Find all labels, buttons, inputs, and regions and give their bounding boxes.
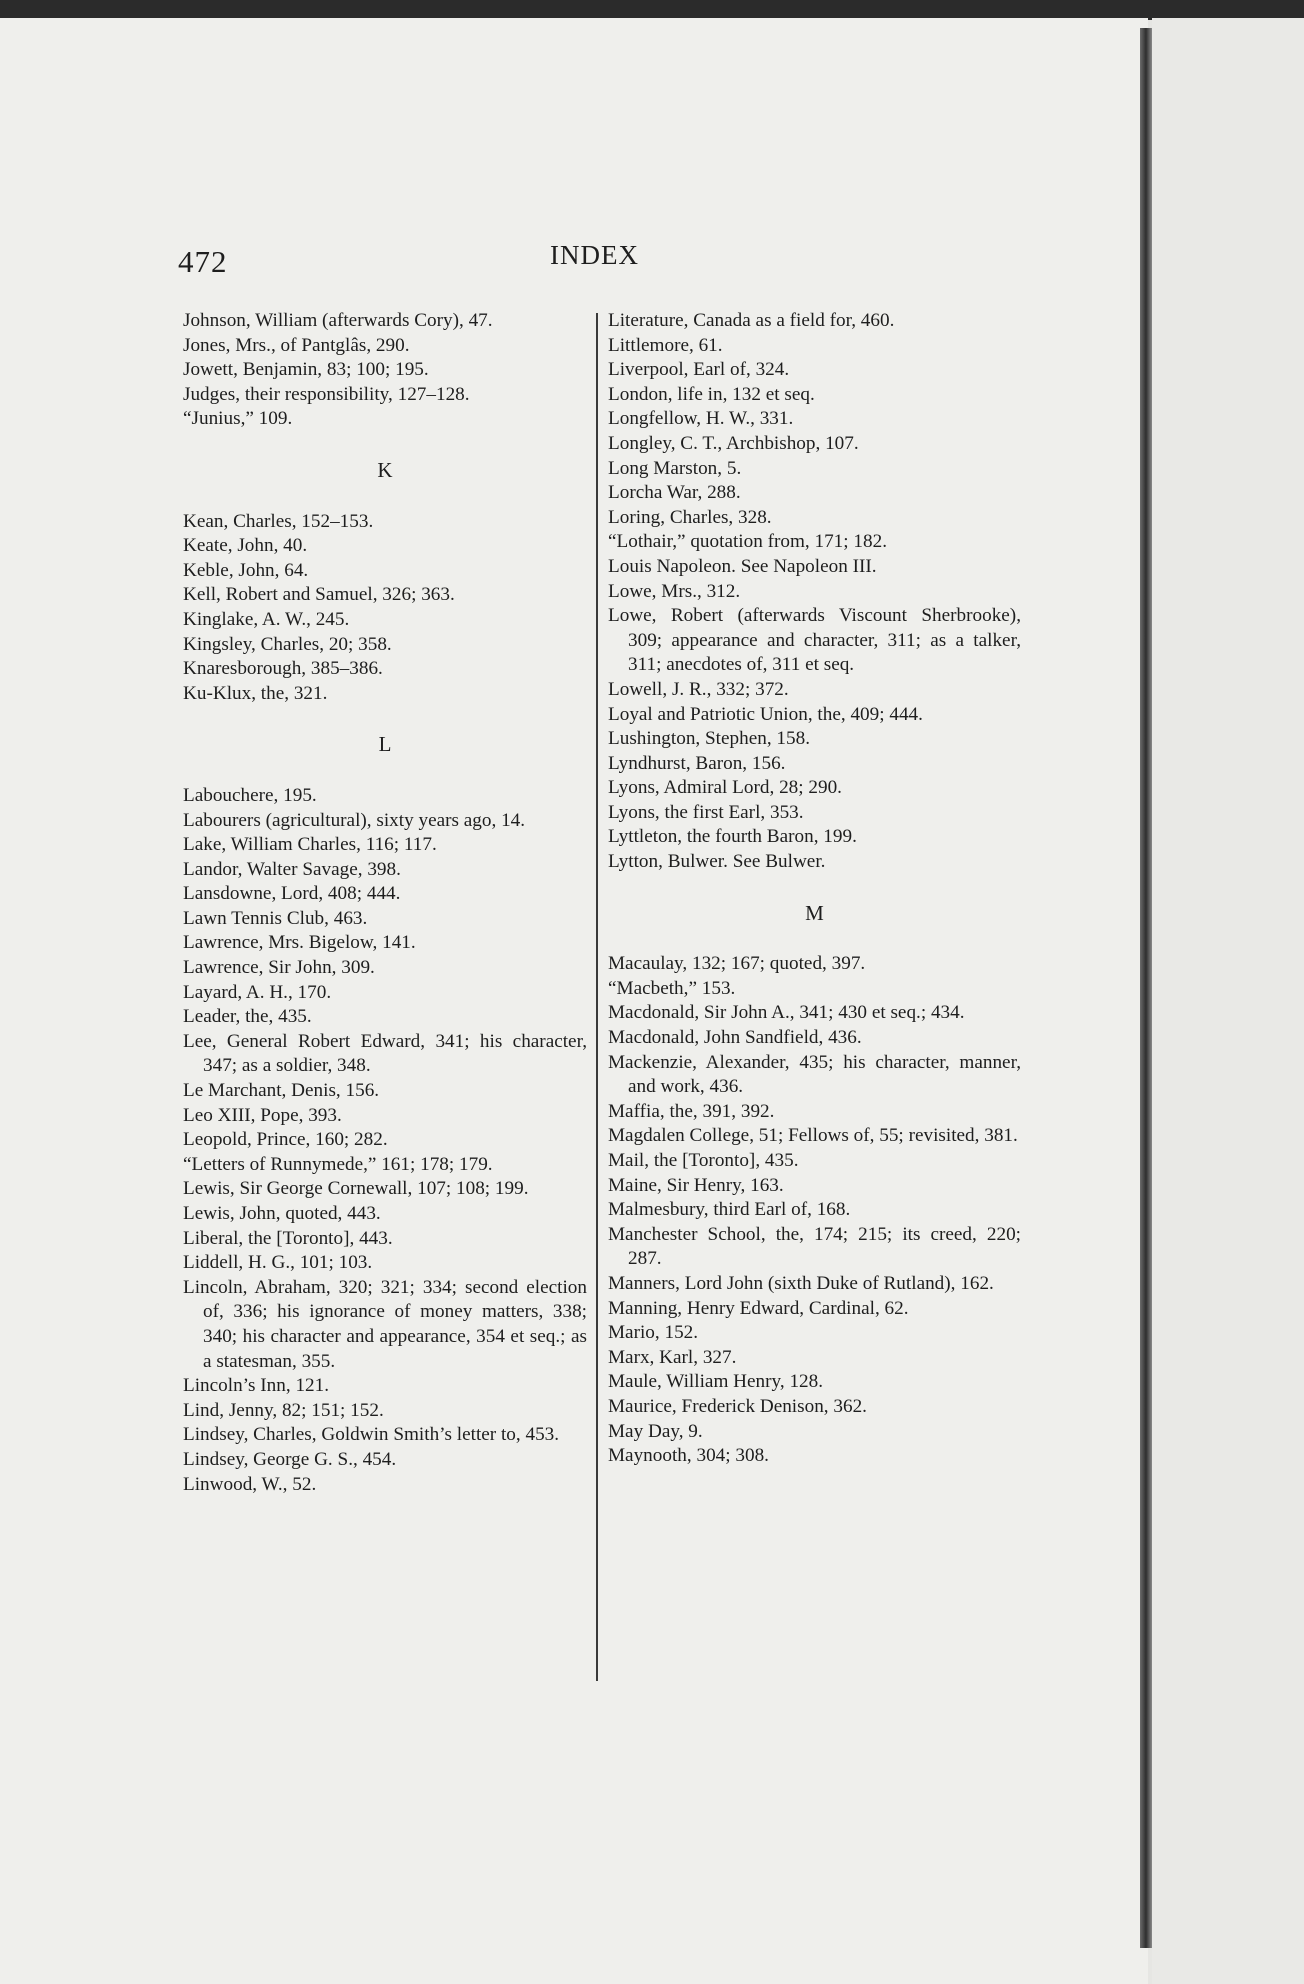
- index-entry: London, life in, 132 et seq.: [608, 383, 815, 405]
- index-entry: Lyndhurst, Baron, 156.: [608, 752, 786, 774]
- index-entry: Kingsley, Charles, 20; 358.: [183, 633, 392, 655]
- index-entry: Lincoln’s Inn, 121.: [183, 1375, 330, 1397]
- index-column-left: [183, 309, 587, 1497]
- index-entry: Leo XIII, Pope, 393.: [183, 1104, 342, 1126]
- index-entry: Leopold, Prince, 160; 282.: [183, 1129, 388, 1151]
- index-entry: Lincoln, Abraham, 320; 321; 334; second election of, 336; his ignorance of money matters, 338; 340; his character and appearance, 354 et seq.; as a statesman, 355.: [183, 1276, 587, 1372]
- index-entry: Lee, General Robert Edward, 341; his character, 347; as a soldier, 348.: [183, 1030, 587, 1077]
- scan-margin: [1152, 18, 1304, 1984]
- index-entry: Kean, Charles, 152–153.: [183, 510, 374, 532]
- index-entry: Maynooth, 304; 308.: [608, 1445, 769, 1467]
- index-section-letter: K: [377, 457, 393, 482]
- index-entry: Lind, Jenny, 82; 151; 152.: [183, 1399, 384, 1421]
- running-head: INDEX: [550, 240, 639, 270]
- index-entry: Lowe, Robert (afterwards Viscount Sherbrooke), 309; appearance and character, 311; as a talker, 311; anecdotes of, 311 et seq.: [608, 605, 1021, 676]
- index-entry: Lorcha War, 288.: [608, 482, 741, 504]
- index-entry: Lawrence, Mrs. Bigelow, 141.: [183, 932, 416, 954]
- index-entry: Manners, Lord John (sixth Duke of Rutland), 162.: [608, 1272, 994, 1294]
- index-entry: Lyttleton, the fourth Baron, 199.: [608, 826, 857, 848]
- index-entry: Lindsey, Charles, Goldwin Smith’s letter to, 453.: [183, 1424, 560, 1446]
- index-entry: Lowell, J. R., 332; 372.: [608, 678, 789, 700]
- index-entry: Landor, Walter Savage, 398.: [183, 858, 401, 880]
- index-entry: Maine, Sir Henry, 163.: [608, 1174, 784, 1196]
- index-entry: Louis Napoleon. See Napoleon III.: [608, 555, 877, 577]
- index-entry: Lewis, John, quoted, 443.: [183, 1203, 381, 1224]
- index-entry: Ku-Klux, the, 321.: [183, 682, 328, 704]
- index-entry: Keate, John, 40.: [183, 535, 308, 557]
- index-entry: Manchester School, the, 174; 215; its creed, 220; 287.: [608, 1223, 1021, 1270]
- index-entry: Lewis, Sir George Cornewall, 107; 108; 199.: [183, 1178, 529, 1200]
- index-entry: Loring, Charles, 328.: [608, 506, 772, 528]
- index-column-right: [608, 309, 1021, 1469]
- index-entry: Labourers (agricultural), sixty years ago, 14.: [183, 809, 526, 831]
- index-entry: Lowe, Mrs., 312.: [608, 580, 741, 602]
- index-entry: Macaulay, 132; 167; quoted, 397.: [608, 953, 866, 975]
- index-entry: Longfellow, H. W., 331.: [608, 408, 794, 430]
- index-entry: Jowett, Benjamin, 83; 100; 195.: [183, 359, 429, 381]
- index-entry: Maule, William Henry, 128.: [608, 1371, 824, 1393]
- index-entry: Magdalen College, 51; Fellows of, 55; revisited, 381.: [608, 1125, 1018, 1147]
- index-entry: Marx, Karl, 327.: [608, 1346, 737, 1368]
- index-entry: Linwood, W., 52.: [183, 1473, 317, 1495]
- index-section-letter: L: [378, 732, 392, 757]
- index-entry: Layard, A. H., 170.: [183, 981, 332, 1003]
- index-entry: Keble, John, 64.: [183, 559, 309, 581]
- index-entry: Mackenzie, Alexander, 435; his character, manner, and work, 436.: [608, 1051, 1021, 1098]
- index-entry: Kinglake, A. W., 245.: [183, 608, 350, 630]
- index-entry: Mario, 152.: [608, 1322, 699, 1344]
- column-divider: [596, 313, 598, 1681]
- index-section-letter: M: [805, 900, 824, 925]
- index-entry: Maurice, Frederick Denison, 362.: [608, 1395, 867, 1417]
- index-entry: Maffia, the, 391, 392.: [608, 1100, 775, 1122]
- page-number: 472: [178, 244, 228, 279]
- index-entry: Longley, C. T., Archbishop, 107.: [608, 432, 859, 454]
- index-entry: Labouchere, 195.: [183, 784, 317, 806]
- index-entry: Kell, Robert and Samuel, 326; 363.: [183, 584, 455, 606]
- index-entry: Johnson, William (afterwards Cory), 47.: [183, 310, 493, 331]
- index-entry: Mail, the [Toronto], 435.: [608, 1150, 799, 1171]
- index-entry: Macdonald, John Sandfield, 436.: [608, 1027, 862, 1049]
- index-entry: Literature, Canada as a field for, 460.: [608, 310, 895, 331]
- index-entry: Jones, Mrs., of Pantglâs, 290.: [183, 334, 410, 356]
- index-entry: Le Marchant, Denis, 156.: [183, 1080, 380, 1102]
- index-entry: Liverpool, Earl of, 324.: [608, 359, 790, 381]
- index-entry: Lytton, Bulwer. See Bulwer.: [608, 851, 826, 873]
- index-entry: Littlemore, 61.: [608, 334, 723, 356]
- index-entry: Liberal, the [Toronto], 443.: [183, 1227, 393, 1249]
- index-entry: Macdonald, Sir John A., 341; 430 et seq.; 434.: [608, 1002, 965, 1024]
- index-entry: Manning, Henry Edward, Cardinal, 62.: [608, 1297, 909, 1319]
- index-entry: Malmesbury, third Earl of, 168.: [608, 1199, 851, 1221]
- index-entry: Liddell, H. G., 101; 103.: [183, 1252, 373, 1274]
- index-entry: Lyons, the first Earl, 353.: [608, 801, 804, 823]
- page-edge-shadow: [1140, 28, 1152, 1948]
- index-entry: Lindsey, George G. S., 454.: [183, 1448, 397, 1470]
- index-entry: Judges, their responsibility, 127–128.: [183, 383, 470, 405]
- index-entry: “Junius,” 109.: [183, 408, 293, 430]
- index-entry: Lake, William Charles, 116; 117.: [183, 834, 437, 856]
- index-entry: “Lothair,” quotation from, 171; 182.: [608, 531, 887, 553]
- index-entry: May Day, 9.: [608, 1420, 703, 1442]
- index-entry: Knaresborough, 385–386.: [183, 658, 383, 680]
- index-entry: Loyal and Patriotic Union, the, 409; 444.: [608, 703, 923, 725]
- index-entry: Long Marston, 5.: [608, 457, 742, 479]
- index-entry: “Macbeth,” 153.: [608, 977, 736, 999]
- index-entry: Lawrence, Sir John, 309.: [183, 957, 375, 979]
- index-entry: Lushington, Stephen, 158.: [608, 728, 810, 750]
- index-entry: Leader, the, 435.: [183, 1006, 312, 1028]
- index-entry: “Letters of Runnymede,” 161; 178; 179.: [183, 1153, 493, 1175]
- index-entry: Lawn Tennis Club, 463.: [183, 907, 368, 929]
- index-entry: Lansdowne, Lord, 408; 444.: [183, 883, 401, 905]
- index-entry: Lyons, Admiral Lord, 28; 290.: [608, 777, 842, 799]
- scan-top-border: [0, 0, 1304, 20]
